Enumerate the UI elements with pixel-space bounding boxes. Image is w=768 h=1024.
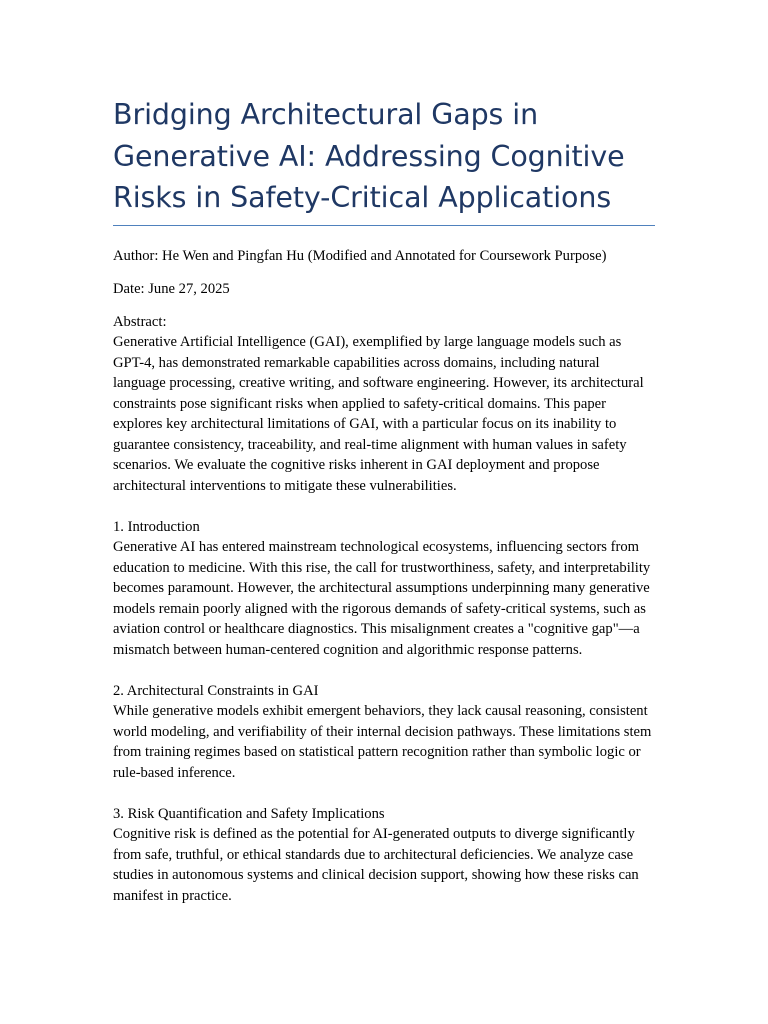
section-paragraph: Cognitive risk is defined as the potential for AI-generated outputs to diverge significantly from safe, truthful, or ethical standards due to architectural deficiencies. We analyze case studies in autonomous systems and clinical decision support, showing how these risks can manifest in practice.	[113, 826, 639, 904]
date-line: Date: June 27, 2025	[113, 280, 230, 297]
author-line: Author: He Wen and Pingfan Hu (Modified and Annotated for Coursework Purpose)	[113, 247, 607, 264]
section-paragraph: While generative models exhibit emergent behaviors, they lack causal reasoning, consistent world modeling, and verifiability of their internal decision pathways. These limitations stem from training regimes based on statistical pattern recognition rather than symbolic logic or rule-based inference.	[113, 703, 652, 781]
section-introduction	[113, 517, 655, 661]
document-title: Bridging Architectural Gaps in Generative AI: Addressing Cognitive Risks in Safety-Critical Applications	[113, 98, 625, 214]
section-heading: Abstract:	[113, 313, 167, 330]
title-divider	[113, 225, 655, 226]
section-paragraph: Generative AI has entered mainstream technological ecosystems, influencing sectors from education to medicine. With this rise, the call for trustworthiness, safety, and interpretability becomes paramount. However, the architectural assumptions underpinning many generative models remain poorly aligned with the rigorous demands of safety-critical systems, such as aviation control or healthcare diagnostics. This misalignment creates a "cognitive gap"—a mismatch between human-centered cognition and algorithmic response patterns.	[113, 539, 651, 658]
section-heading: 1. Introduction	[113, 518, 200, 535]
document-page	[113, 0, 655, 906]
section-paragraph: Generative Artificial Intelligence (GAI), exemplified by large language models such as GPT-4, has demonstrated remarkable capabilities across domains, including natural language processing, creative writing, and software engineering. However, its architectural constraints pose significant risks when applied to safety-critical domains. This paper explores key architectural limitations of GAI, with a particular focus on its inability to guarantee consistency, traceability, and real-time alignment with human values in safety scenarios. We evaluate the cognitive risks inherent in GAI deployment and propose architectural interventions to mitigate these vulnerabilities.	[113, 334, 644, 494]
section-architectural-constraints	[113, 681, 655, 784]
section-abstract	[113, 312, 655, 497]
section-heading: 3. Risk Quantification and Safety Implications	[113, 805, 385, 822]
section-heading: 2. Architectural Constraints in GAI	[113, 682, 319, 699]
document-body	[113, 246, 655, 907]
section-risk-quantification	[113, 804, 655, 907]
